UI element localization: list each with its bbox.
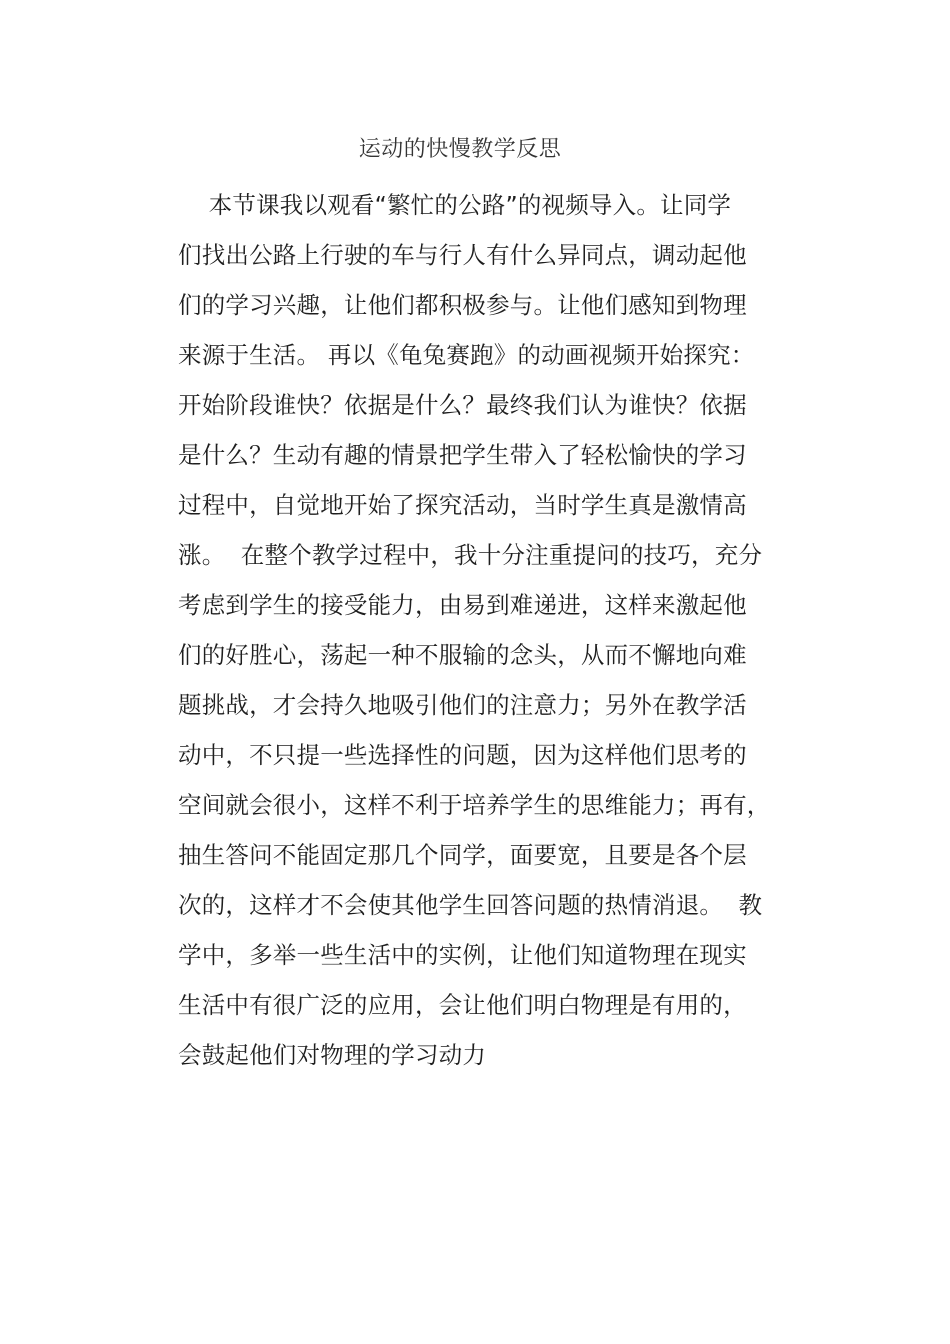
- body-line-12: 动中，不只提一些选择性的问题，因为这样他们思考的: [178, 741, 747, 769]
- body-line-1: 本节课我以观看“繁忙的公路”的视频导入。让同学: [178, 191, 732, 219]
- body-line-13: 空间就会很小，这样不利于培养学生的思维能力；再有，: [178, 791, 771, 819]
- body-line-9: 考虑到学生的接受能力，由易到难递进，这样来激起他: [178, 591, 747, 619]
- body-line-10: 们的好胜心，荡起一种不服输的念头，从而不懈地向难: [178, 641, 747, 669]
- body-line-3: 们的学习兴趣，让他们都积极参与。让他们感知到物理: [178, 291, 747, 319]
- body-line-5: 开始阶段谁快？依据是什么？最终我们认为谁快？依据: [178, 391, 747, 419]
- body-line-11: 题挑战，才会持久地吸引他们的注意力；另外在教学活: [178, 691, 747, 719]
- body-line-8: 涨。 在整个教学过程中，我十分注重提问的技巧，充分: [178, 541, 763, 569]
- body-line-7: 过程中，自觉地开始了探究活动，当时学生真是激情高: [178, 491, 747, 519]
- document-body: [178, 180, 818, 1080]
- body-line-2: 们找出公路上行驶的车与行人有什么异同点，调动起他: [178, 241, 747, 269]
- body-line-18: 会鼓起他们对物理的学习动力: [178, 1041, 487, 1069]
- body-line-6: 是什么？生动有趣的情景把学生带入了轻松愉快的学习: [178, 441, 747, 469]
- body-line-14: 抽生答问不能固定那几个同学，面要宽，且要是各个层: [178, 841, 747, 869]
- body-line-15: 次的，这样才不会使其他学生回答问题的热情消退。 教: [178, 891, 763, 919]
- body-line-17: 生活中有很广泛的应用，会让他们明白物理是有用的，: [178, 991, 747, 1019]
- body-line-4: 来源于生活。 再以《龟兔赛跑》的动画视频开始探究：: [178, 341, 755, 369]
- body-line-16: 学中，多举一些生活中的实例，让他们知道物理在现实: [178, 941, 747, 969]
- document-title: 运动的快慢教学反思: [358, 137, 562, 162]
